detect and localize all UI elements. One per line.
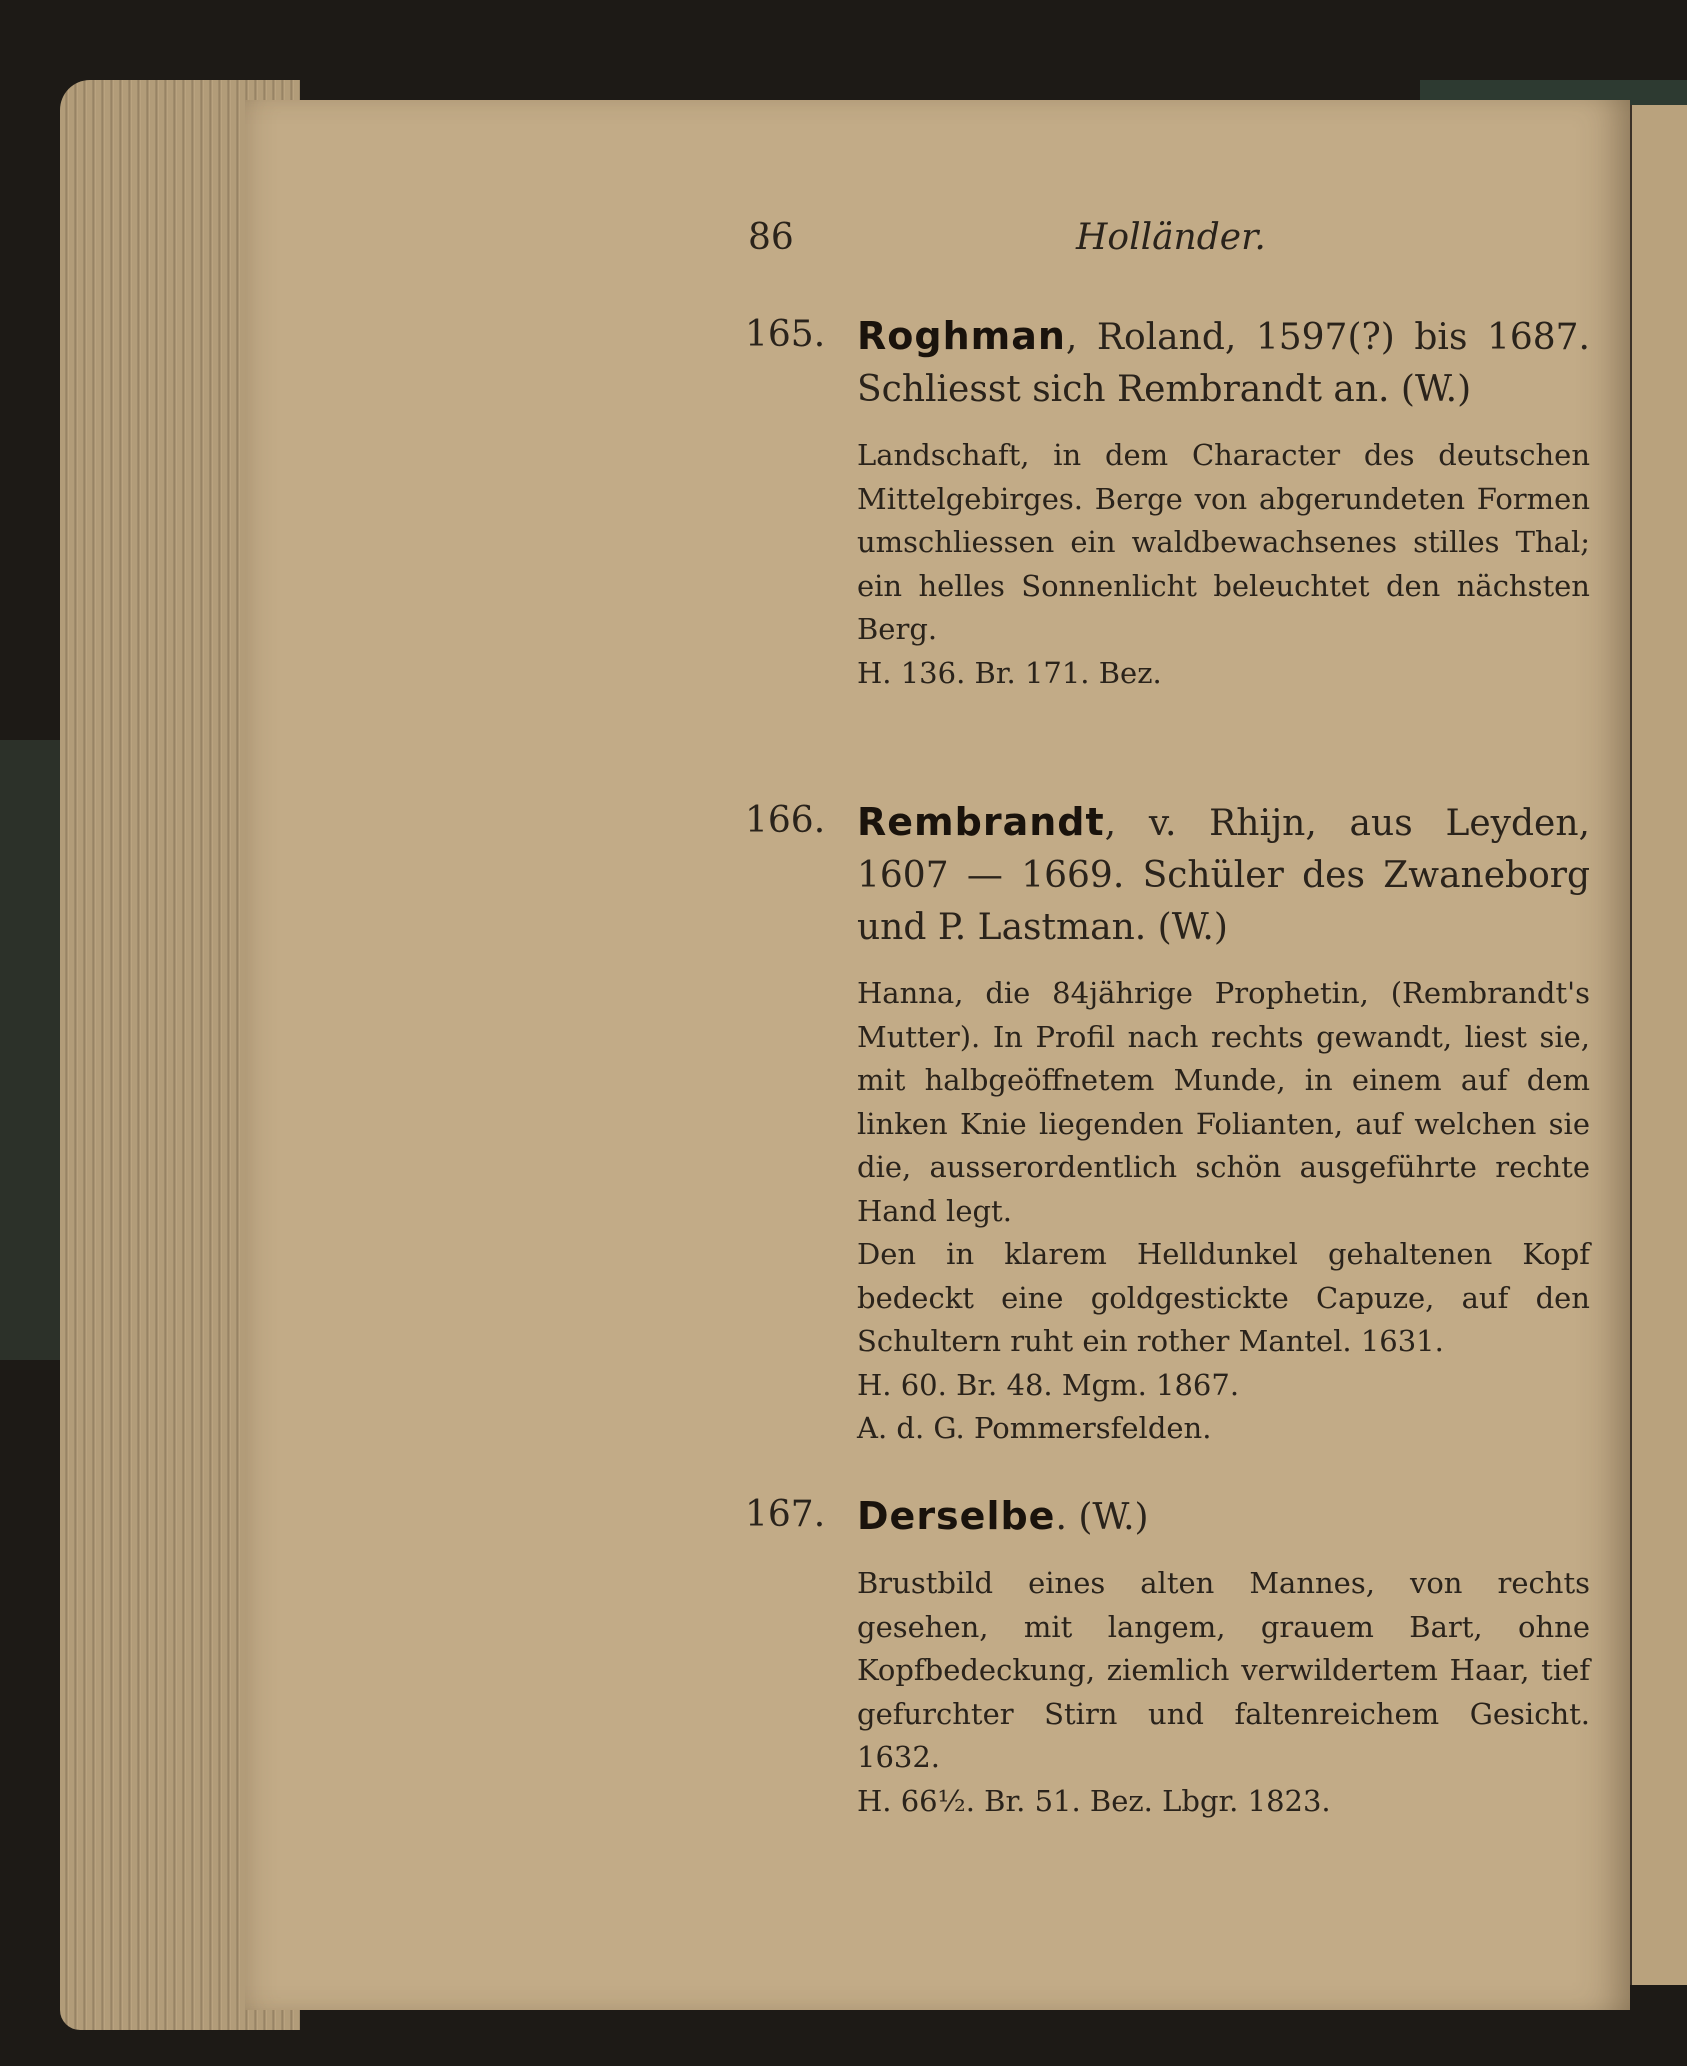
entry-number: 167.: [745, 1494, 826, 1535]
catalog-entry-167: [745, 1490, 1590, 1823]
entry-description: [857, 972, 1590, 1364]
entry-meta: [857, 1364, 1590, 1451]
entry-description: [857, 1562, 1590, 1780]
meta-line: A. d. G. Pommersfelden.: [857, 1411, 1212, 1445]
facing-page-strip: [1628, 105, 1687, 1985]
meta-line: H. 66½. Br. 51. Bez. Lbgr. 1823.: [857, 1783, 1331, 1818]
catalog-entry-166: [745, 796, 1590, 1451]
entry-description: [857, 434, 1590, 652]
entry-heading: [857, 796, 1590, 954]
artist-name: Roghman: [857, 314, 1066, 358]
entry-meta: [857, 652, 1590, 696]
entry-number: 165.: [745, 314, 826, 355]
artist-name: Rembrandt: [857, 800, 1105, 844]
entry-meta: [857, 1780, 1590, 1824]
artist-details: , v. Rhijn, aus Leyden, 1607 — 1669. Schüler des Zwaneborg und P. Lastman. (W.): [857, 803, 1590, 948]
meta-line: H. 60. Br. 48. Mgm. 1867.: [857, 1367, 1240, 1402]
page-number: 86: [748, 217, 794, 258]
artist-name: Derselbe: [857, 1494, 1056, 1538]
description-text: Landschaft, in dem Character des deutschen Mittelgebirges. Berge von abgerundeten Formen umschliessen ein waldbewachsenes stilles Thal; ein helles Sonnenlicht beleuchtet den nächsten Berg.: [857, 438, 1590, 646]
artist-details: . (W.): [1055, 1497, 1149, 1538]
running-title: Holländer.: [1076, 217, 1266, 258]
description-text: Den in klarem Helldunkel gehaltenen Kopf bedeckt eine goldgestickte Capuze, auf den Schultern ruht ein rother Mantel. 1631.: [857, 1237, 1590, 1358]
entry-number: 166.: [745, 800, 826, 841]
entry-heading: [857, 310, 1590, 416]
entry-heading: [857, 1490, 1590, 1544]
catalog-entry-165: [745, 310, 1590, 695]
meta-line: H. 136. Br. 171. Bez.: [857, 655, 1162, 690]
artist-details: , Roland, 1597(?) bis 1687. Schliesst sich Rembrandt an. (W.): [857, 317, 1590, 410]
description-text: Brustbild eines alten Mannes, von rechts gesehen, mit langem, grauem Bart, ohne Kopfbedeckung, ziemlich verwildertem Haar, tief gefurchter Stirn und faltenreichem Gesicht. 1632.: [857, 1566, 1590, 1774]
description-text: Hanna, die 84jährige Prophetin, (Rembrandt's Mutter). In Profil nach rechts gewandt, liest sie, mit halbgeöffnetem Munde, in einem auf dem linken Knie liegenden Folianten, auf welchen sie die, ausserordentlich schön ausgeführte rechte Hand legt.: [857, 976, 1590, 1228]
